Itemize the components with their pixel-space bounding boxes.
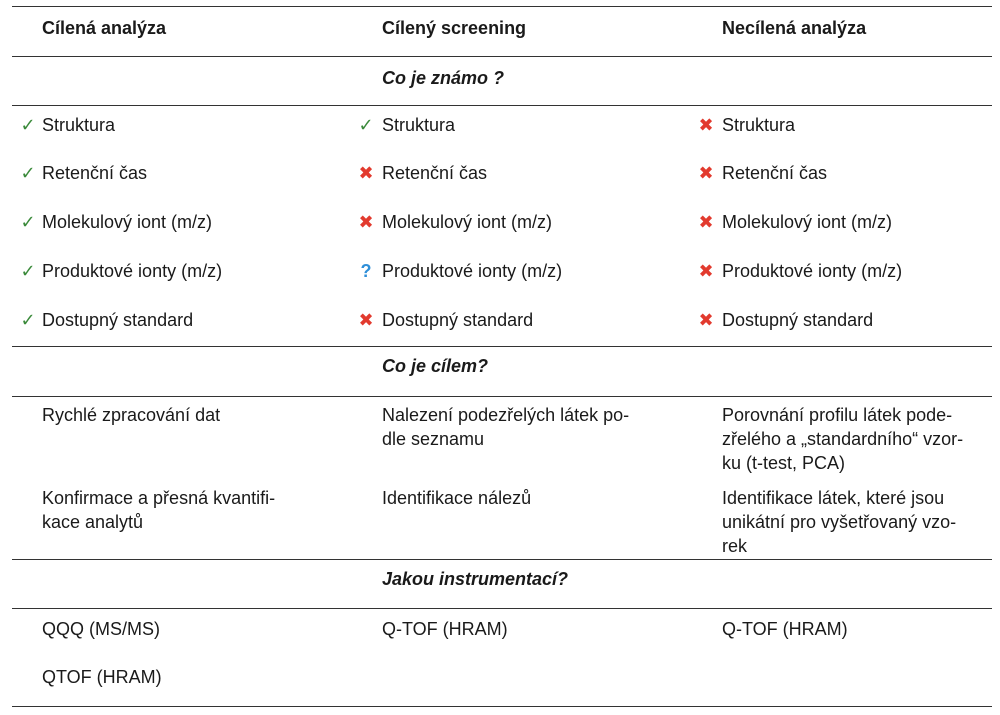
rule-header-bottom: [12, 56, 992, 57]
rule-goal-bottom: [12, 396, 992, 397]
criterion-col3-row-5: Dostupný standard: [722, 310, 874, 330]
section-title-known: Co je známo ?: [382, 68, 505, 88]
cross-icon: ✖: [698, 261, 714, 281]
criterion-col1-row-3: Molekulový iont (m/z): [42, 212, 213, 232]
section-title-instrument: Jakou instrumentací?: [382, 569, 569, 589]
section-title-goal: Co je cílem?: [382, 356, 489, 376]
rule-known-bottom: [12, 105, 992, 106]
rule-known-section-end: [12, 346, 992, 347]
goal-col1-item-2: Konfirmace a přesná kvantifi- kace analytů: [42, 488, 276, 532]
check-icon: ✓: [20, 115, 36, 135]
criterion-col1-row-5: Dostupný standard: [42, 310, 194, 330]
check-icon: ✓: [20, 261, 36, 281]
column-header-targeted-screening: Cílený screening: [382, 18, 527, 38]
column-header-untargeted-analysis: Necílená analýza: [722, 18, 867, 38]
criterion-col2-row-3: Molekulový iont (m/z): [382, 212, 553, 232]
cross-icon: ✖: [358, 163, 374, 183]
instrument-col2-item-1: Q-TOF (HRAM): [382, 619, 508, 639]
criterion-col3-row-2: Retenční čas: [722, 163, 828, 183]
rule-top: [12, 6, 992, 7]
criterion-col1-row-4: Produktové ionty (m/z): [42, 261, 223, 281]
criterion-col2-row-2: Retenční čas: [382, 163, 488, 183]
check-icon: ✓: [20, 163, 36, 183]
cross-icon: ✖: [358, 310, 374, 330]
cross-icon: ✖: [698, 212, 714, 232]
instrument-col3-item-1: Q-TOF (HRAM): [722, 619, 848, 639]
goal-col3-item-2: Identifikace látek, které jsou unikátní pro vyšetřovaný vzo- rek: [722, 488, 957, 556]
question-icon: ?: [360, 261, 372, 281]
cross-icon: ✖: [358, 212, 374, 232]
goal-col2-item-1: Nalezení podezřelých látek po- dle seznamu: [382, 405, 630, 449]
rule-instrument-bottom: [12, 608, 992, 609]
cross-icon: ✖: [698, 310, 714, 330]
cross-icon: ✖: [698, 115, 714, 135]
criterion-col2-row-5: Dostupný standard: [382, 310, 534, 330]
criterion-col3-row-1: Struktura: [722, 115, 796, 135]
goal-col1-item-1: Rychlé zpracování dat: [42, 405, 221, 425]
criterion-col3-row-3: Molekulový iont (m/z): [722, 212, 893, 232]
check-icon: ✓: [20, 212, 36, 232]
criterion-col1-row-1: Struktura: [42, 115, 116, 135]
check-icon: ✓: [20, 310, 36, 330]
rule-goal-section-end: [12, 559, 992, 560]
check-icon: ✓: [358, 115, 374, 135]
instrument-col1-item-1: QQQ (MS/MS): [42, 619, 160, 639]
column-header-targeted-analysis: Cílená analýza: [42, 18, 167, 38]
criterion-col1-row-2: Retenční čas: [42, 163, 148, 183]
criterion-col2-row-1: Struktura: [382, 115, 456, 135]
criterion-col2-row-4: Produktové ionty (m/z): [382, 261, 563, 281]
instrument-col1-item-2: QTOF (HRAM): [42, 667, 162, 687]
goal-col2-item-2: Identifikace nálezů: [382, 488, 532, 508]
cross-icon: ✖: [698, 163, 714, 183]
criterion-col3-row-4: Produktové ionty (m/z): [722, 261, 903, 281]
goal-col3-item-1: Porovnání profilu látek pode- zřelého a „standardního“ vzor- ku (t-test, PCA): [722, 405, 964, 473]
rule-bottom: [12, 706, 992, 707]
